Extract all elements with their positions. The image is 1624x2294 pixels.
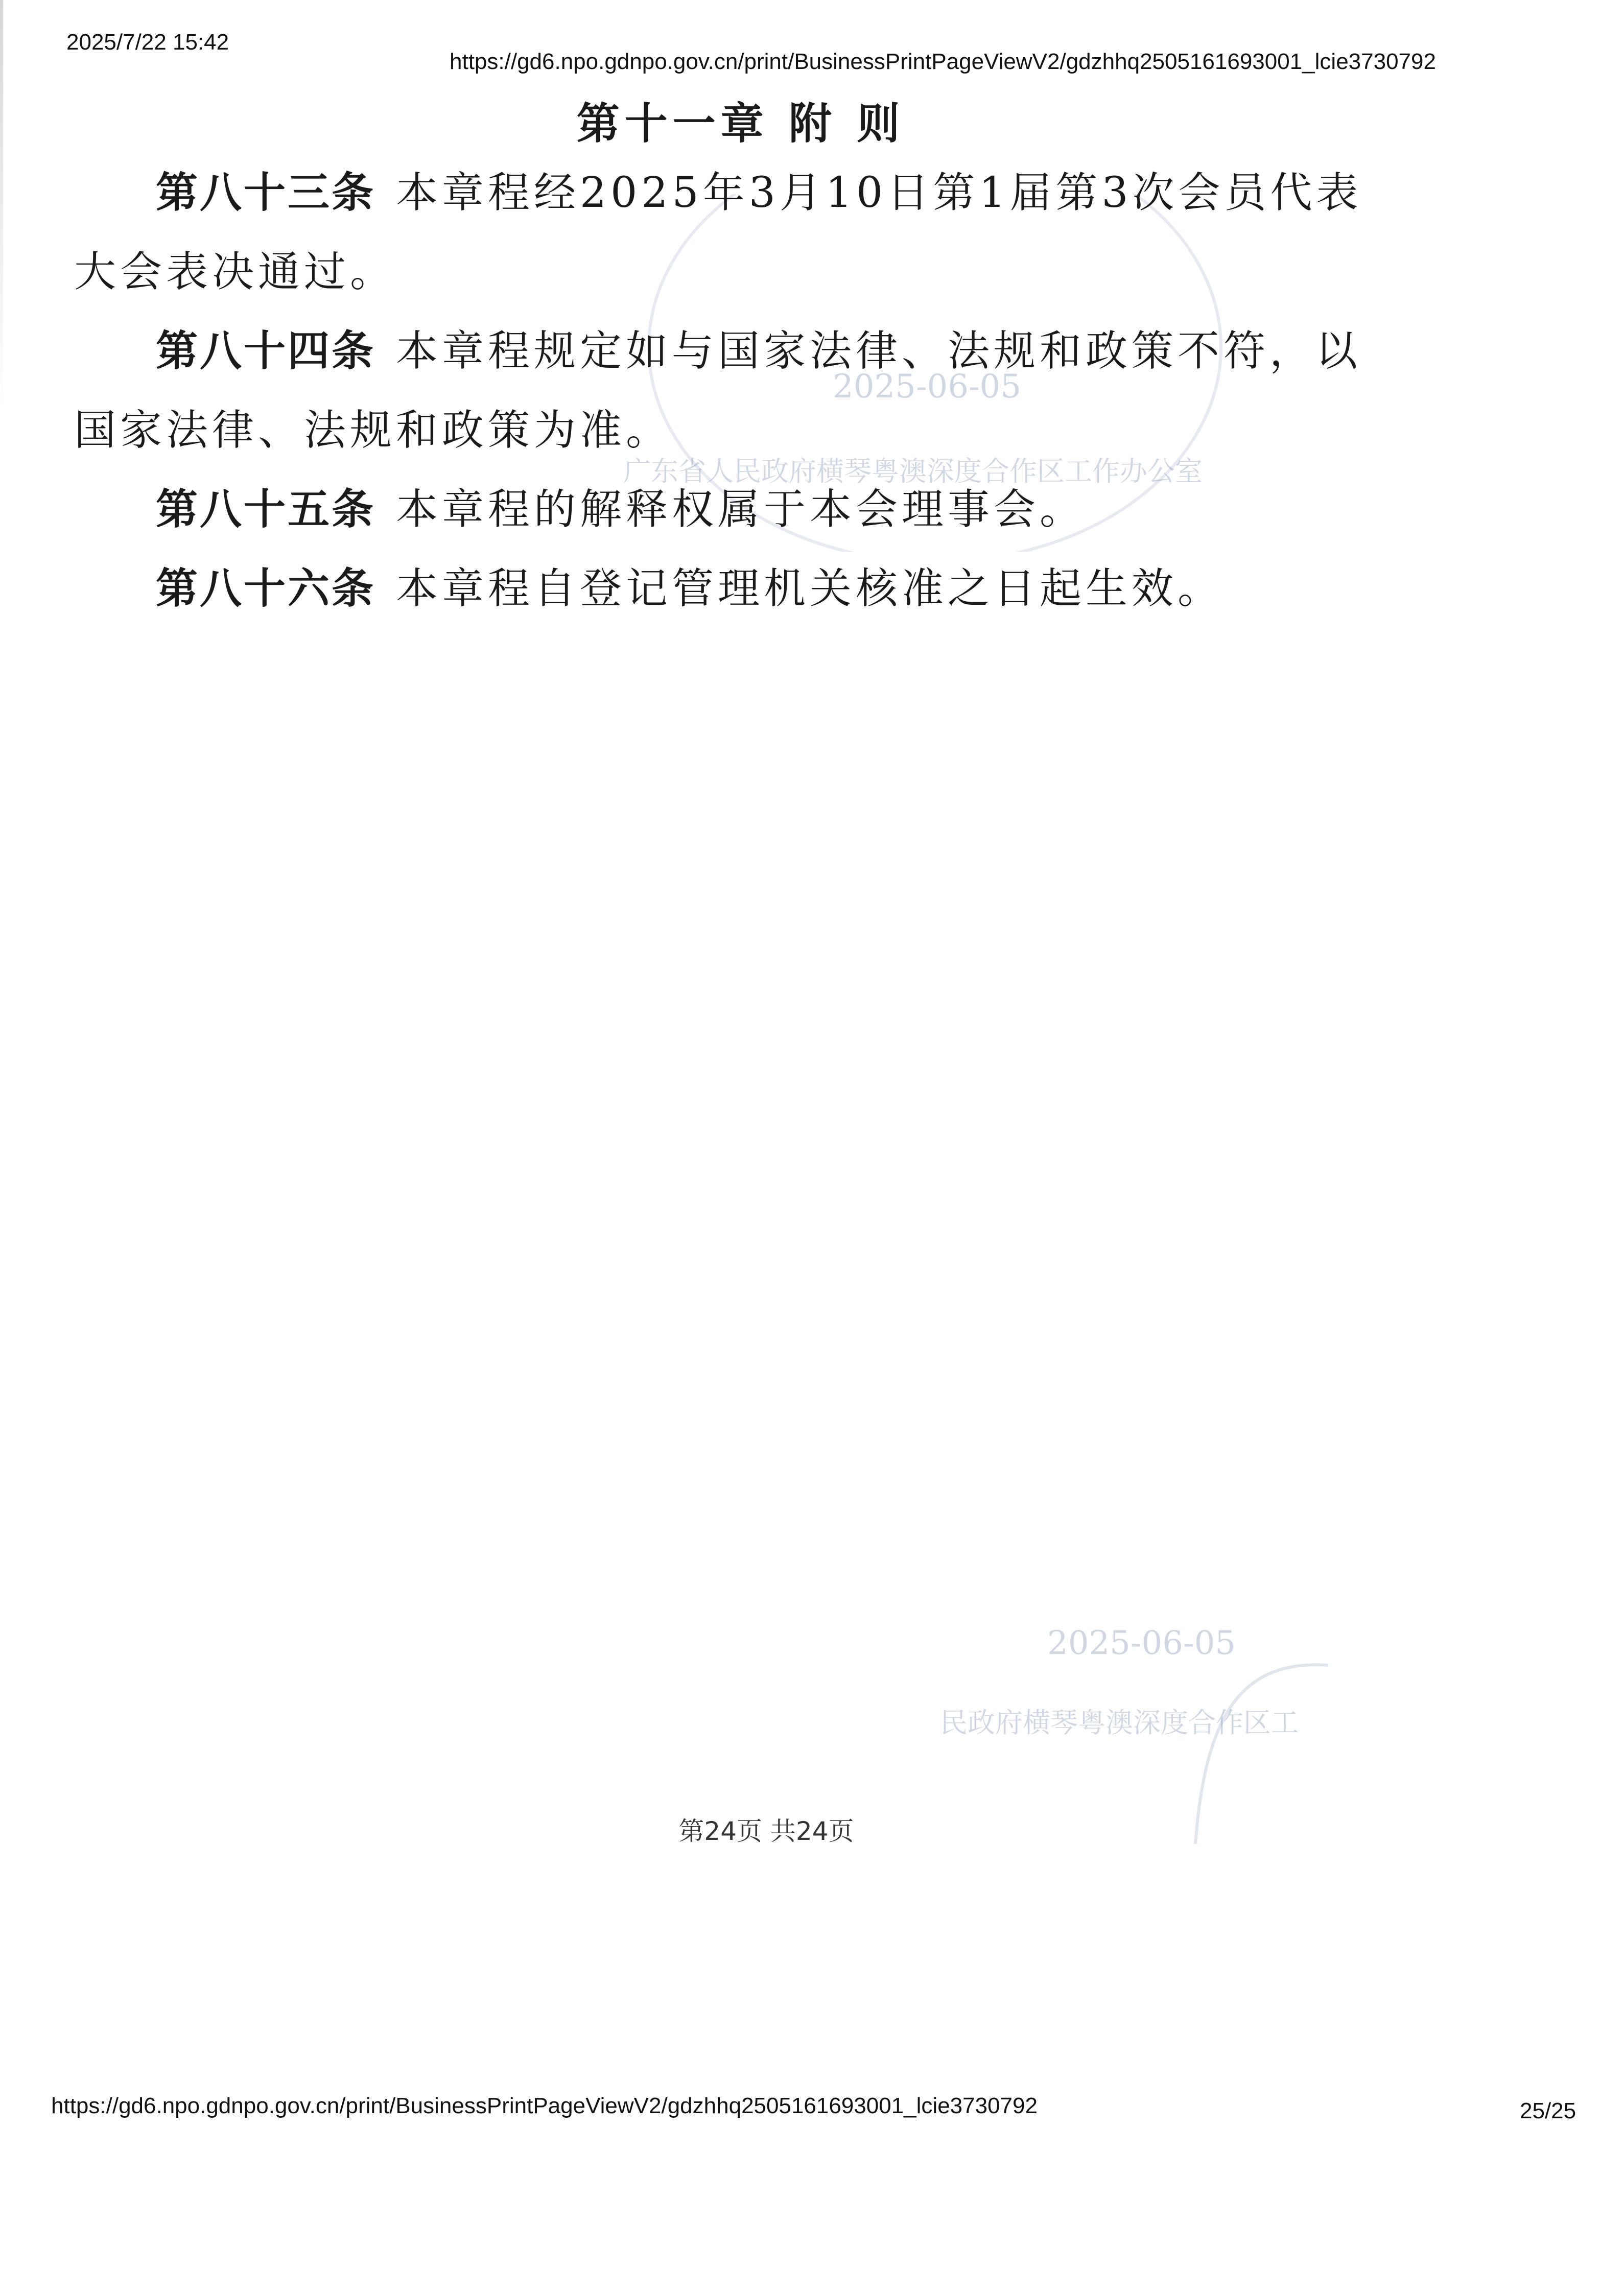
article-text: 本章程规定如与国家法律、法规和政策不符，以国家法律、法规和政策为准。 (74, 327, 1362, 455)
print-header-url: https://gd6.npo.gdnpo.gov.cn/print/BusinessPrintPageViewV2/gdzhhq2505161693001_lcie3730792 (450, 49, 1436, 74)
article-number: 第八十五条 (156, 485, 376, 534)
article-85 (74, 470, 1402, 549)
article-86 (74, 549, 1402, 628)
scan-edge-shadow (0, 0, 3, 409)
chapter-title: 第十一章 附 则 (576, 99, 905, 149)
article-number: 第八十六条 (156, 564, 376, 613)
article-83 (74, 153, 1402, 312)
seal-organization: 民政府横琴粤澳深度合作区工 (940, 1707, 1299, 1739)
chapter-body (74, 153, 1402, 628)
article-text: 本章程的解释权属于本会理事会。 (396, 485, 1086, 534)
article-text: 本章程经2025年3月10日第1届第3次会员代表大会表决通过。 (74, 169, 1362, 296)
article-number: 第八十三条 (156, 169, 376, 217)
page-counter: 第24页 共24页 (678, 1816, 854, 1846)
print-footer-page-number: 25/25 (1520, 2098, 1576, 2123)
seal-date: 2025-06-05 (1047, 1624, 1236, 1662)
seal-date: 2025-06-05 (833, 368, 1021, 406)
article-number: 第八十四条 (156, 327, 376, 375)
article-84 (74, 312, 1402, 470)
print-timestamp: 2025/7/22 15:42 (66, 30, 229, 55)
article-text: 本章程自登记管理机关核准之日起生效。 (396, 564, 1224, 613)
print-footer-url: https://gd6.npo.gdnpo.gov.cn/print/BusinessPrintPageViewV2/gdzhhq2505161693001_lcie3730792 (51, 2093, 1038, 2118)
seal-organization: 广东省人民政府横琴粤澳深度合作区工作办公室 (623, 455, 1203, 487)
